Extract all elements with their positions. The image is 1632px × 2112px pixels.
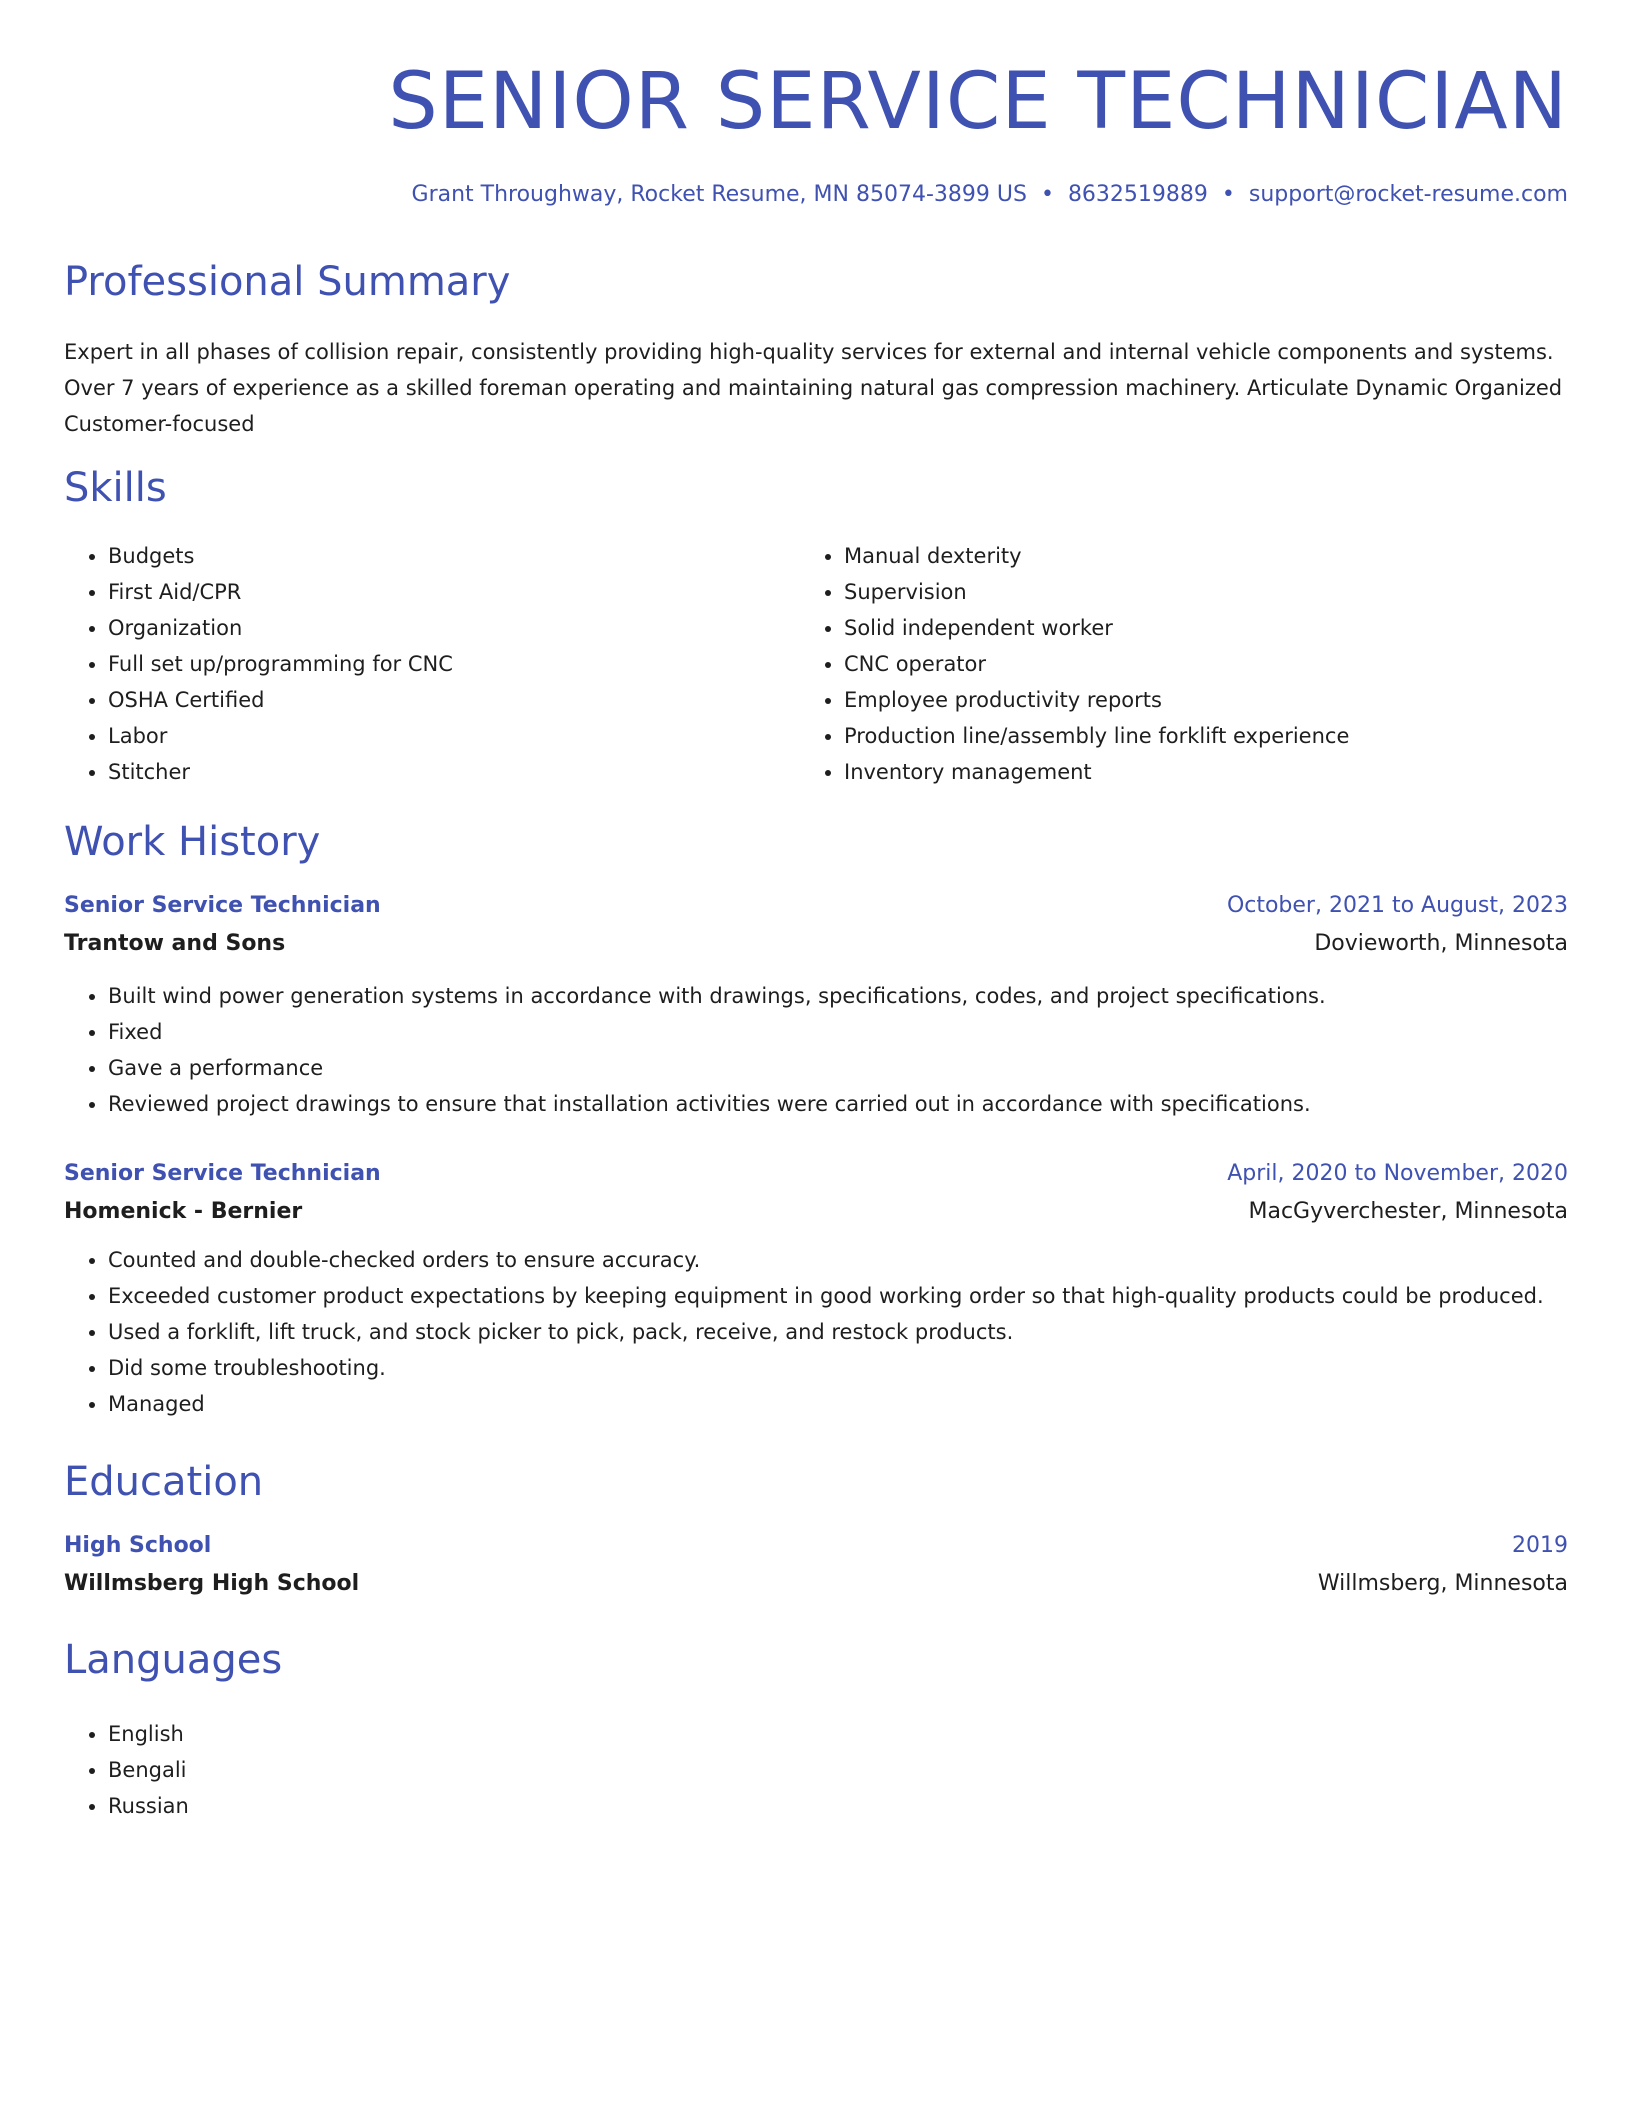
skills-list-right [800,538,1536,790]
job-company: Homenick - Bernier [64,1199,303,1224]
education-heading: Education [64,1459,264,1505]
list-item: • Gave a performance [108,1050,1568,1086]
list-item: • Counted and double-checked orders to ensure accuracy. [108,1242,1568,1278]
job-entry [64,888,1568,1122]
skills-heading: Skills [64,465,167,511]
skills-list-left [64,538,800,790]
skill-item: • Full set up/programming for CNC [108,646,800,682]
education-entry [64,1528,1568,1604]
job-header-row [64,888,1568,924]
list-item: • Used a forklift, lift truck, and stock picker to pick, pack, receive, and restock products. [108,1314,1568,1350]
job-company-row [64,924,1568,964]
language-item: • English [108,1716,189,1752]
skill-item: • Supervision [844,574,1536,610]
job-location: Dovieworth, Minnesota [1314,931,1568,956]
education-location: Willmsberg, Minnesota [1317,1571,1568,1596]
language-item: • Russian [108,1788,189,1824]
skill-item: • Organization [108,610,800,646]
list-item: • Fixed [108,1014,1568,1050]
job-entry [64,1156,1568,1422]
job-bullets [64,978,1568,1122]
education-school-row [64,1564,1568,1604]
job-role: Senior Service Technician [64,893,381,918]
skill-item: • Inventory management [844,754,1536,790]
skill-item: • Labor [108,718,800,754]
resume-title: SENIOR SERVICE TECHNICIAN [388,57,1568,147]
skills-columns [64,538,1568,790]
phone: 8632519889 [1067,182,1208,207]
skill-item: • Budgets [108,538,800,574]
skill-item: • CNC operator [844,646,1536,682]
list-item: • Reviewed project drawings to ensure that installation activities were carried out in accordance with specifications. [108,1086,1568,1122]
skill-item: • OSHA Certified [108,682,800,718]
job-bullets [64,1242,1568,1422]
language-item: • Bengali [108,1752,189,1788]
email-link[interactable]: support@rocket-resume.com [1248,182,1568,207]
separator-dot: • [1040,182,1054,207]
education-degree: High School [64,1533,212,1558]
job-company: Trantow and Sons [64,931,286,956]
list-item: • Exceeded customer product expectations by keeping equipment in good working order so that high-quality products could be produced. [108,1278,1568,1314]
education-header-row [64,1528,1568,1564]
list-item: • Built wind power generation systems in accordance with drawings, specifications, codes, and project specifications. [108,978,1568,1014]
job-header-row [64,1156,1568,1192]
education-year: 2019 [1512,1533,1568,1558]
address: Grant Throughway, Rocket Resume, MN 85074-3899 US [411,182,1027,207]
job-dates: October, 2021 to August, 2023 [1226,893,1568,918]
languages-heading: Languages [64,1637,283,1683]
job-dates: April, 2020 to November, 2020 [1227,1161,1568,1186]
education-school: Willmsberg High School [64,1571,360,1596]
list-item: • Did some troubleshooting. [108,1350,1568,1386]
job-company-row [64,1192,1568,1232]
contact-line [412,180,1568,210]
list-item: • Managed [108,1386,1568,1422]
summary-text: Expert in all phases of collision repair, consistently providing high-quality services for external and internal vehicle components and systems. Over 7 years of experience as a skilled foreman operating and maintaining natural gas compression machinery. Articulate Dynamic Organized Customer-focused [64,340,1563,436]
job-location: MacGyverchester, Minnesota [1248,1199,1568,1224]
summary-heading: Professional Summary [64,259,511,305]
skill-item: • Stitcher [108,754,800,790]
skill-item: • Manual dexterity [844,538,1536,574]
separator-dot: • [1221,182,1235,207]
job-role: Senior Service Technician [64,1161,381,1186]
skill-item: • First Aid/CPR [108,574,800,610]
work-history-heading: Work History [64,819,321,865]
skill-item: • Employee productivity reports [844,682,1536,718]
skill-item: • Solid independent worker [844,610,1536,646]
languages-list [64,1716,189,1824]
skill-item: • Production line/assembly line forklift experience [844,718,1536,754]
